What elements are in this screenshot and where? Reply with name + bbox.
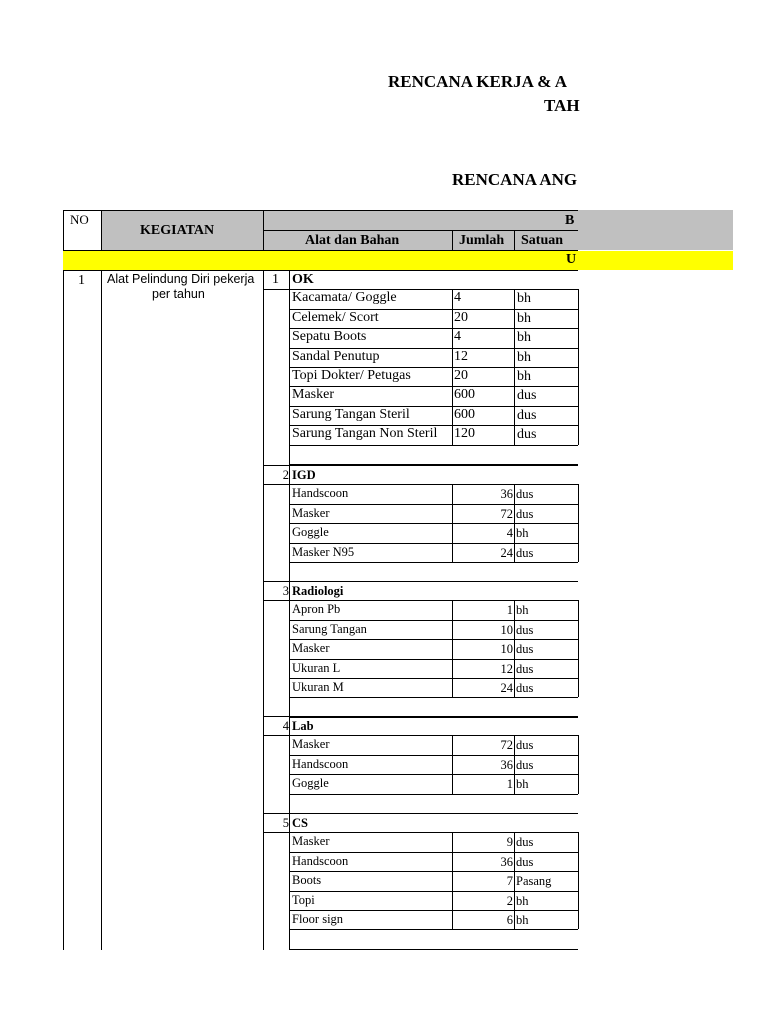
item-satuan: dus bbox=[516, 661, 534, 676]
header-satuan: Satuan bbox=[521, 233, 564, 248]
item-jumlah: 7 bbox=[506, 874, 513, 889]
item-satuan: dus bbox=[517, 407, 537, 423]
section-num-divider bbox=[289, 716, 290, 735]
item-satuan: dus bbox=[516, 622, 534, 637]
item-jumlah: 6 bbox=[506, 913, 513, 927]
item-satuan-line bbox=[514, 484, 515, 562]
item-jumlah: 12 bbox=[500, 661, 513, 676]
item-name: Boots bbox=[292, 873, 322, 888]
item-satuan: bh bbox=[516, 603, 529, 618]
item-satuan: bh bbox=[517, 369, 531, 384]
item-name: Sarung Tangan Steril bbox=[292, 406, 410, 422]
item-jumlah: 36 bbox=[500, 854, 513, 869]
item-jumlah: 20 bbox=[454, 309, 468, 325]
item-row-line bbox=[289, 504, 578, 505]
section-num-divider bbox=[289, 813, 290, 832]
title-line-2: TAH bbox=[544, 96, 580, 115]
trailing-line bbox=[289, 949, 578, 950]
item-satuan: bh bbox=[517, 349, 531, 365]
item-row-line bbox=[289, 523, 578, 524]
section-number: 1 bbox=[272, 272, 279, 287]
item-row-line bbox=[289, 562, 578, 563]
item-jumlah: 20 bbox=[454, 368, 468, 383]
section-num-divider bbox=[289, 581, 290, 600]
item-row-line bbox=[289, 929, 578, 930]
item-name: Masker bbox=[292, 505, 330, 520]
item-satuan: bh bbox=[516, 777, 529, 792]
item-jumlah: 24 bbox=[500, 681, 513, 695]
item-satuan: bh bbox=[517, 330, 531, 346]
item-name: Ukuran L bbox=[292, 660, 341, 675]
section-name: OK bbox=[292, 272, 314, 287]
item-name: Handscoon bbox=[292, 756, 349, 771]
item-jumlah: 12 bbox=[454, 348, 468, 364]
item-name: Sarung Tangan bbox=[292, 621, 367, 636]
item-right-line bbox=[578, 484, 579, 562]
item-satuan-line bbox=[514, 735, 515, 793]
item-satuan: dus bbox=[516, 642, 534, 657]
header-alat-bahan: Alat dan Bahan bbox=[305, 233, 400, 248]
item-right-line bbox=[578, 289, 579, 444]
header-kegiatan: KEGIATAN bbox=[140, 223, 215, 238]
item-name: Masker N95 bbox=[292, 544, 355, 559]
item-name: Masker bbox=[292, 737, 330, 752]
item-name: Floor sign bbox=[292, 912, 344, 926]
item-name: Goggle bbox=[292, 525, 329, 540]
item-jumlah: 2 bbox=[506, 893, 513, 908]
item-left-line bbox=[289, 289, 290, 464]
header-no: NO bbox=[70, 212, 89, 227]
item-jumlah: 4 bbox=[506, 526, 513, 541]
item-satuan: dus bbox=[516, 738, 534, 753]
item-jumlah: 4 bbox=[454, 290, 461, 306]
item-left-line bbox=[289, 832, 290, 948]
item-jumlah: 10 bbox=[500, 622, 513, 637]
item-jumlah: 36 bbox=[500, 757, 513, 772]
item-jumlah: 1 bbox=[506, 603, 513, 618]
item-name: Sepatu Boots bbox=[292, 329, 367, 345]
item-row-line bbox=[289, 891, 578, 892]
section-name: Lab bbox=[292, 719, 314, 733]
item-jumlah-line bbox=[452, 484, 453, 562]
item-jumlah: 600 bbox=[454, 387, 475, 403]
section-number: 5 bbox=[282, 816, 289, 830]
section-number: 4 bbox=[282, 719, 289, 733]
item-satuan: bh bbox=[516, 913, 529, 927]
section-number: 2 bbox=[282, 468, 289, 482]
item-satuan: bh bbox=[516, 893, 529, 908]
item-satuan: dus bbox=[516, 545, 534, 560]
item-jumlah: 24 bbox=[500, 545, 513, 560]
item-left-line bbox=[289, 600, 290, 716]
header-group: B bbox=[565, 213, 575, 228]
item-satuan: dus bbox=[517, 427, 537, 443]
row-no: 1 bbox=[78, 273, 85, 288]
item-jumlah: 9 bbox=[506, 835, 513, 850]
item-satuan: dus bbox=[516, 835, 534, 850]
item-satuan: bh bbox=[516, 526, 529, 541]
item-satuan: dus bbox=[516, 506, 534, 521]
item-name: Masker bbox=[292, 387, 334, 403]
section-top-line bbox=[263, 813, 578, 814]
item-name: Goggle bbox=[292, 776, 329, 791]
item-name: Masker bbox=[292, 834, 330, 849]
yellow-band bbox=[63, 251, 733, 270]
title-line-1: RENCANA KERJA & A bbox=[388, 72, 567, 91]
item-row-line bbox=[289, 639, 578, 640]
item-jumlah: 1 bbox=[506, 777, 513, 792]
section-num-divider bbox=[289, 270, 290, 289]
item-jumlah-line bbox=[452, 735, 453, 793]
item-name: Kacamata/ Goggle bbox=[292, 290, 397, 306]
item-left-line bbox=[289, 735, 290, 813]
item-satuan: dus bbox=[516, 854, 534, 869]
item-satuan: dus bbox=[517, 388, 537, 404]
item-satuan: Pasang bbox=[516, 874, 552, 889]
item-jumlah-line bbox=[452, 289, 453, 444]
item-satuan: bh bbox=[517, 291, 531, 307]
item-name: Celemek/ Scort bbox=[292, 309, 379, 325]
item-name: Apron Pb bbox=[292, 602, 341, 617]
section-number: 3 bbox=[282, 584, 289, 598]
item-name: Handscoon bbox=[292, 486, 349, 501]
item-name: Topi Dokter/ Petugas bbox=[292, 368, 411, 383]
title-line-3: RENCANA ANG bbox=[452, 170, 578, 189]
item-satuan-line bbox=[514, 832, 515, 929]
section-name: IGD bbox=[292, 468, 316, 482]
item-row-line bbox=[289, 697, 578, 698]
item-jumlah: 4 bbox=[454, 329, 461, 345]
item-name: Topi bbox=[292, 892, 315, 907]
item-satuan: dus bbox=[516, 757, 534, 772]
item-name: Masker bbox=[292, 641, 330, 656]
item-right-line bbox=[578, 600, 579, 697]
item-name: Handscoon bbox=[292, 853, 349, 868]
item-jumlah-line bbox=[452, 832, 453, 929]
item-right-line bbox=[578, 735, 579, 793]
item-jumlah: 120 bbox=[454, 426, 475, 442]
item-right-line bbox=[578, 832, 579, 929]
header-jumlah: Jumlah bbox=[459, 233, 505, 248]
row-kegiatan-line2: per tahun bbox=[152, 287, 205, 301]
row-kegiatan-line1: Alat Pelindung Diri pekerja bbox=[107, 272, 255, 286]
item-row-line bbox=[289, 794, 578, 795]
item-name: Sarung Tangan Non Steril bbox=[292, 426, 438, 442]
item-satuan: bh bbox=[517, 310, 531, 326]
item-jumlah: 72 bbox=[500, 738, 513, 753]
section-name: Radiologi bbox=[292, 584, 344, 598]
item-row-line bbox=[289, 774, 578, 775]
section-name: CS bbox=[292, 816, 308, 830]
item-satuan-line bbox=[514, 289, 515, 444]
item-jumlah: 72 bbox=[500, 506, 513, 521]
item-satuan: dus bbox=[516, 681, 534, 695]
item-left-line bbox=[289, 484, 290, 581]
section-num-divider bbox=[289, 465, 290, 484]
item-name: Ukuran M bbox=[292, 680, 344, 694]
item-jumlah: 36 bbox=[500, 487, 513, 502]
item-row-line bbox=[289, 445, 578, 446]
item-jumlah: 10 bbox=[500, 642, 513, 657]
item-jumlah: 600 bbox=[454, 406, 475, 422]
item-name: Sandal Penutup bbox=[292, 348, 380, 364]
item-jumlah-line bbox=[452, 600, 453, 697]
item-satuan: dus bbox=[516, 487, 534, 502]
item-satuan-line bbox=[514, 600, 515, 697]
yellow-band-label: U bbox=[566, 252, 577, 267]
